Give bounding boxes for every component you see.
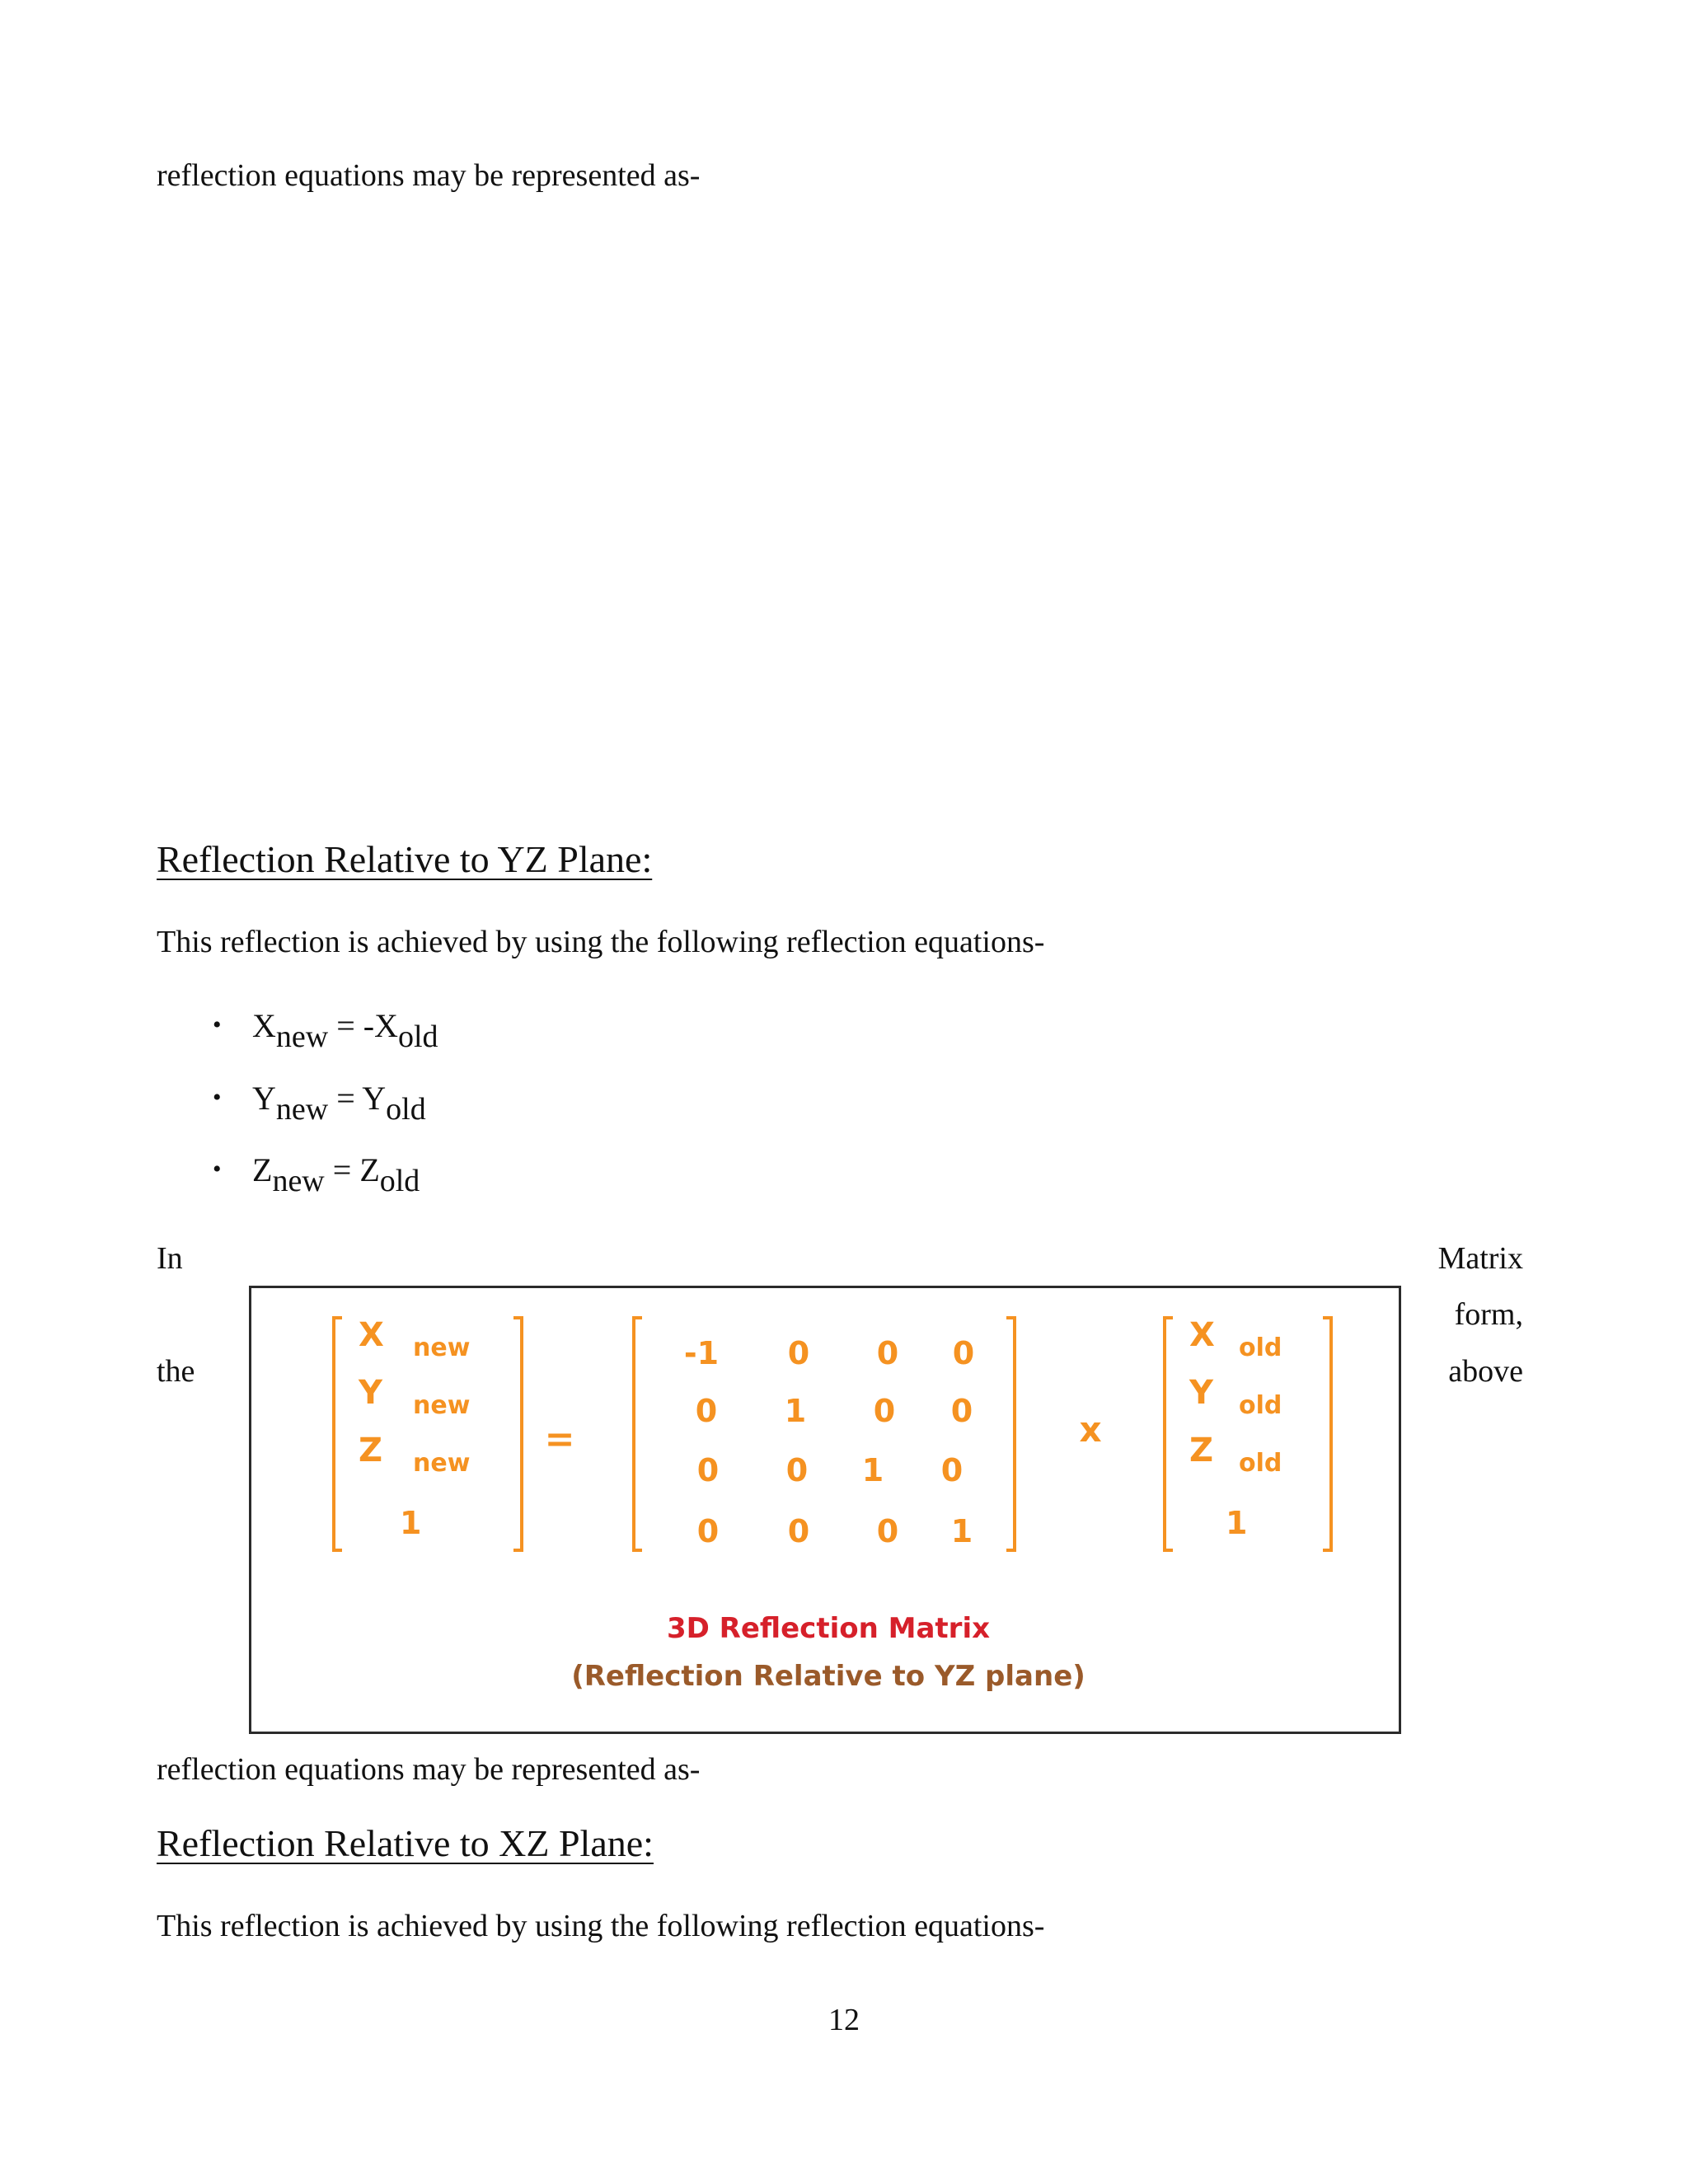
lhs-entry-y-sub: new bbox=[413, 1391, 471, 1420]
rhs-entry-x-var: X bbox=[1189, 1316, 1215, 1354]
matrix-cell-4-3: 0 bbox=[876, 1513, 899, 1549]
equation-y: $Y_{new} = Y_{old}$ bbox=[252, 1080, 426, 1127]
matrix-cell-3-4: 0 bbox=[940, 1452, 964, 1488]
after-figure-paragraph: reflection equations may be represented as- bbox=[157, 1752, 701, 1787]
matrix-cell-1-4: 0 bbox=[952, 1335, 975, 1371]
yz-section-intro: This reflection is achieved by using the following reflection equations- bbox=[157, 925, 1045, 959]
matrix-right-bracket bbox=[1006, 1318, 1015, 1550]
equals-sign: = bbox=[544, 1418, 575, 1460]
lhs-entry-z-sub: new bbox=[413, 1449, 471, 1478]
matrix-cell-4-2: 0 bbox=[787, 1513, 810, 1549]
matrix-caption-title: 3D Reflection Matrix bbox=[666, 1612, 991, 1645]
multiply-sign: x bbox=[1079, 1409, 1102, 1450]
equation-x: $X_{new} = -X_{old}$ bbox=[252, 1007, 438, 1054]
lhs-entry-y-var: Y bbox=[359, 1374, 382, 1412]
matrix-cell-1-3: 0 bbox=[876, 1335, 899, 1371]
lhs-entry-one: 1 bbox=[400, 1505, 422, 1541]
rhs-entry-z-var: Z bbox=[1189, 1432, 1214, 1469]
matrix-cell-2-2: 1 bbox=[784, 1393, 807, 1429]
matrix-cell-2-1: 0 bbox=[695, 1393, 718, 1429]
justified-word-above: above bbox=[1448, 1354, 1523, 1389]
rhs-entry-x-sub: old bbox=[1239, 1333, 1282, 1362]
matrix-left-bracket bbox=[634, 1318, 642, 1550]
rhs-left-bracket bbox=[1165, 1318, 1173, 1550]
xz-section-intro: This reflection is achieved by using the following reflection equations- bbox=[157, 1909, 1045, 1943]
rhs-entry-one: 1 bbox=[1226, 1505, 1248, 1541]
justified-word-matrix: Matrix bbox=[1437, 1241, 1523, 1276]
matrix-cell-3-1: 0 bbox=[696, 1452, 720, 1488]
top-paragraph: reflection equations may be represented as- bbox=[157, 158, 701, 193]
matrix-cell-1-2: 0 bbox=[787, 1335, 810, 1371]
matrix-cell-4-4: 1 bbox=[950, 1513, 973, 1549]
rhs-entry-y-sub: old bbox=[1239, 1391, 1282, 1420]
reflection-matrix-figure bbox=[249, 1286, 1401, 1734]
justified-word-in: In bbox=[157, 1241, 183, 1276]
bullet-icon: • bbox=[213, 1011, 222, 1038]
justified-word-form: form, bbox=[1454, 1297, 1523, 1332]
bullet-icon: • bbox=[213, 1155, 222, 1183]
page-number: 12 bbox=[828, 2003, 860, 2037]
matrix-cell-3-2: 0 bbox=[785, 1452, 809, 1488]
rhs-entry-y-var: Y bbox=[1189, 1374, 1213, 1412]
lhs-entry-z-var: Z bbox=[359, 1432, 383, 1469]
yz-section-heading: Reflection Relative to YZ Plane: bbox=[157, 838, 653, 880]
lhs-entry-x-var: X bbox=[359, 1316, 384, 1354]
matrix-cell-4-1: 0 bbox=[696, 1513, 720, 1549]
lhs-entry-x-sub: new bbox=[413, 1333, 471, 1362]
equation-z: $Z_{new} = Z_{old}$ bbox=[252, 1151, 420, 1198]
rhs-right-bracket bbox=[1323, 1318, 1331, 1550]
lhs-left-bracket bbox=[334, 1318, 342, 1550]
matrix-cell-3-3: 1 bbox=[861, 1452, 884, 1488]
matrix-cell-2-4: 0 bbox=[950, 1393, 973, 1429]
justified-word-the: the bbox=[157, 1354, 195, 1389]
matrix-cell-1-1: -1 bbox=[683, 1335, 720, 1371]
lhs-right-bracket bbox=[513, 1318, 522, 1550]
rhs-entry-z-sub: old bbox=[1239, 1449, 1282, 1478]
matrix-cell-2-3: 0 bbox=[873, 1393, 896, 1429]
xz-section-heading: Reflection Relative to XZ Plane: bbox=[157, 1822, 654, 1864]
matrix-svg bbox=[251, 1288, 1399, 1732]
matrix-caption-subtitle: (Reflection Relative to YZ plane) bbox=[571, 1660, 1085, 1693]
bullet-icon: • bbox=[213, 1084, 222, 1111]
